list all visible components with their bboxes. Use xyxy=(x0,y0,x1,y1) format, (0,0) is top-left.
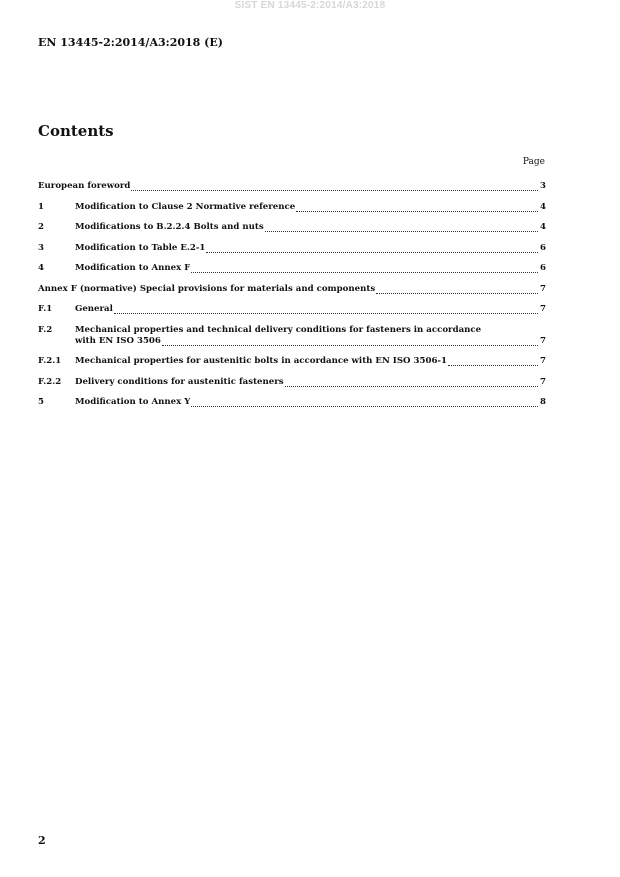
page-number: 2 xyxy=(38,834,46,847)
toc-page: 7 xyxy=(540,376,546,387)
toc-title: Modification to Clause 2 Normative reference xyxy=(75,201,296,212)
toc-page: 8 xyxy=(540,397,546,407)
page-column-label: Page xyxy=(522,157,545,167)
toc-leader-dots xyxy=(285,377,538,387)
toc-title: General xyxy=(75,304,113,314)
toc-page: 7 xyxy=(540,356,546,366)
table-of-contents xyxy=(38,181,546,418)
toc-page: 6 xyxy=(540,242,546,253)
toc-entry-f1[interactable] xyxy=(38,304,546,315)
toc-entry-european-foreword[interactable] xyxy=(38,181,546,192)
toc-title: Modification to Annex Y xyxy=(75,397,191,407)
toc-entry-annex-f[interactable] xyxy=(38,284,546,295)
toc-page: 7 xyxy=(540,335,546,346)
toc-number: F.2 xyxy=(38,324,53,335)
toc-entry-2[interactable] xyxy=(38,222,546,233)
toc-page: 4 xyxy=(540,201,546,212)
toc-leader-dots xyxy=(206,243,538,253)
toc-page: 6 xyxy=(540,263,546,273)
toc-number: F.2.2 xyxy=(38,376,62,387)
toc-entry-5[interactable] xyxy=(38,397,546,408)
toc-entry-3[interactable] xyxy=(38,243,546,254)
toc-number: F.2.1 xyxy=(38,356,62,366)
toc-entry-1[interactable] xyxy=(38,202,546,213)
toc-title: Mechanical properties and technical delivery conditions for fasteners in accordance xyxy=(75,324,482,335)
toc-leader-dots xyxy=(265,222,538,232)
toc-leader-dots xyxy=(448,356,538,366)
toc-entry-f2[interactable] xyxy=(38,325,546,347)
toc-title: European foreword xyxy=(38,181,131,191)
toc-page: 7 xyxy=(540,304,546,314)
toc-number: 1 xyxy=(38,201,44,212)
toc-number: 2 xyxy=(38,222,44,232)
toc-title: Modification to Annex F xyxy=(75,263,191,273)
toc-title-continuation: with EN ISO 3506 xyxy=(75,335,161,346)
toc-page: 3 xyxy=(540,181,546,191)
watermark: SIST EN 13445-2:2014/A3:2018 xyxy=(234,0,386,11)
toc-leader-dots xyxy=(162,336,538,346)
toc-title: Modification to Table E.2-1 xyxy=(75,242,206,253)
toc-number: 3 xyxy=(38,242,44,253)
toc-leader-dots xyxy=(191,397,538,407)
toc-title: Delivery conditions for austenitic fasteners xyxy=(75,376,284,387)
toc-leader-dots xyxy=(376,284,538,294)
toc-leader-dots xyxy=(114,304,538,314)
document-header: EN 13445-2:2014/A3:2018 (E) xyxy=(38,36,223,49)
toc-number: F.1 xyxy=(38,304,53,314)
toc-entry-4[interactable] xyxy=(38,263,546,274)
toc-title: Modifications to B.2.2.4 Bolts and nuts xyxy=(75,222,264,232)
contents-title: Contents xyxy=(38,122,114,140)
toc-leader-dots xyxy=(296,202,538,212)
toc-number: 4 xyxy=(38,263,44,273)
toc-title: Annex F (normative) Special provisions for materials and components xyxy=(38,283,376,294)
toc-page: 7 xyxy=(540,283,546,294)
toc-number: 5 xyxy=(38,397,44,407)
toc-leader-dots xyxy=(191,263,538,273)
toc-page: 4 xyxy=(540,222,546,232)
toc-title: Mechanical properties for austenitic bolts in accordance with EN ISO 3506-1 xyxy=(75,356,447,366)
toc-entry-f21[interactable] xyxy=(38,356,546,367)
toc-entry-f22[interactable] xyxy=(38,377,546,388)
toc-leader-dots xyxy=(131,181,538,191)
